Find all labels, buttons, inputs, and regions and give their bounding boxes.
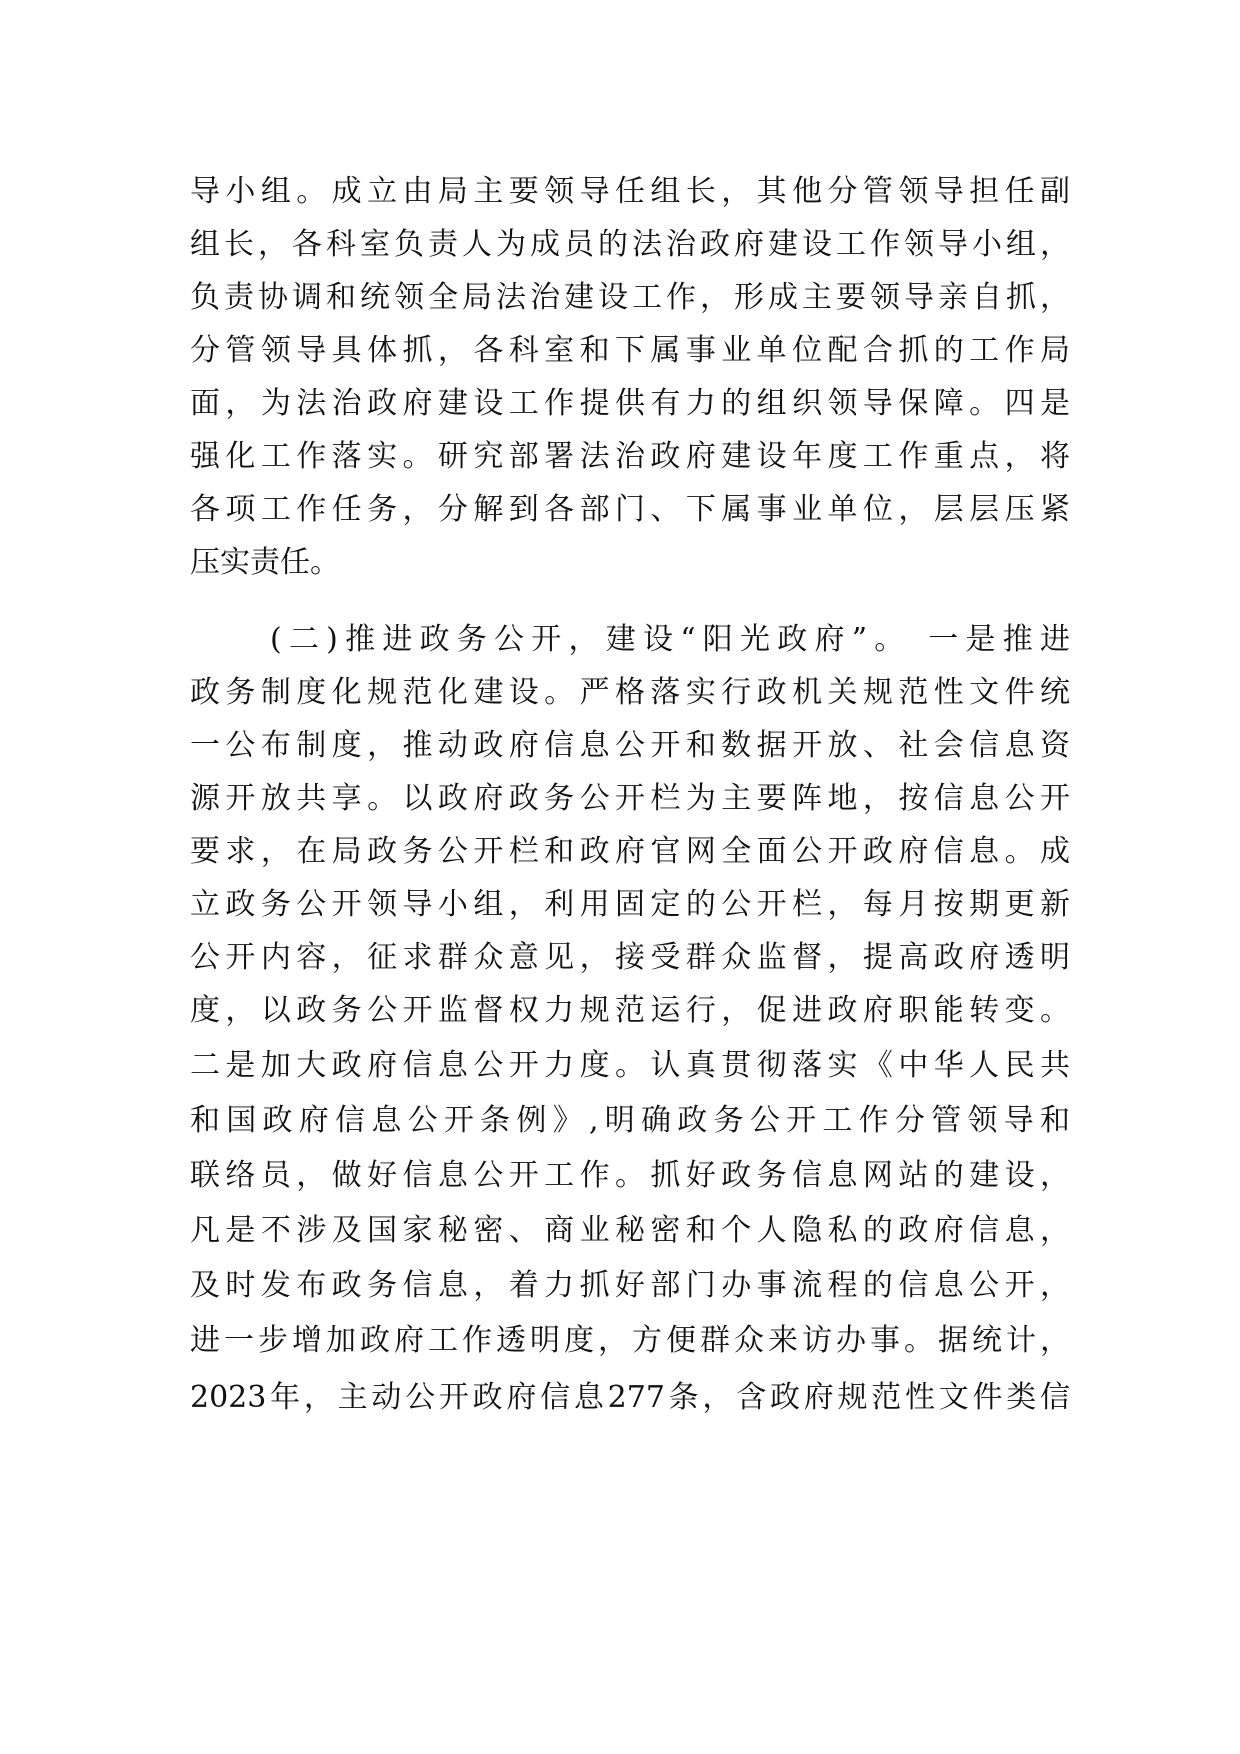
body-text-line: 进一步增加政府工作透明度，方便群众来访办事。据统计， [190, 1323, 1070, 1358]
body-text-line: 和国政府信息公开条例》,明确政务公开工作分管领导和 [190, 1103, 1070, 1138]
body-text-line: 源开放共享。以政府政务公开栏为主要阵地，按信息公开 [190, 781, 1070, 816]
body-text-line: 联络员，做好信息公开工作。抓好政务信息网站的建设， [190, 1158, 1070, 1193]
body-text-line: 公开内容，征求群众意见，接受群众监督，提高政府透明 [190, 940, 1070, 975]
body-text-line: 导小组。成立由局主要领导任组长，其他分管领导担任副 [190, 174, 1070, 209]
body-text-line: 面，为法治政府建设工作提供有力的组织领导保障。四是 [190, 386, 1070, 421]
body-text-line: 各项工作任务，分解到各部门、下属事业单位，层层压紧 [190, 492, 1070, 527]
body-text-line: 分管领导具体抓，各科室和下属事业单位配合抓的工作局 [190, 333, 1070, 368]
body-text-line: 负责协调和统领全局法治建设工作，形成主要领导亲自抓， [190, 280, 1070, 315]
body-text-line: 要求，在局政务公开栏和政府官网全面公开政府信息。成 [190, 834, 1070, 869]
body-text-line: 2023年，主动公开政府信息277条，含政府规范性文件类信 [190, 1380, 1070, 1415]
body-text-line: 度，以政务公开监督权力规范运行，促进政府职能转变。 [190, 993, 1070, 1028]
body-text-line: 立政务公开领导小组，利用固定的公开栏，每月按期更新 [190, 887, 1070, 922]
body-text-line: 强化工作落实。研究部署法治政府建设年度工作重点，将 [190, 439, 1070, 474]
body-text-line: 压实责任。 [190, 545, 340, 580]
body-text-line: 组长，各科室负责人为成员的法治政府建设工作领导小组， [190, 227, 1070, 262]
body-text-line: 凡是不涉及国家秘密、商业秘密和个人隐私的政府信息， [190, 1213, 1070, 1248]
body-text-line: 二是加大政府信息公开力度。认真贯彻落实《中华人民共 [190, 1048, 1070, 1083]
body-text-line: 一公布制度，推动政府信息公开和数据开放、社会信息资 [190, 728, 1070, 763]
body-text-line: 政务制度化规范化建设。严格落实行政机关规范性文件统 [190, 675, 1070, 710]
section-heading-line: (二)推进政务公开，建设“阳光政府”。 一是推进 [270, 622, 1070, 657]
body-text-line: 及时发布政务信息，着力抓好部门办事流程的信息公开， [190, 1268, 1070, 1303]
